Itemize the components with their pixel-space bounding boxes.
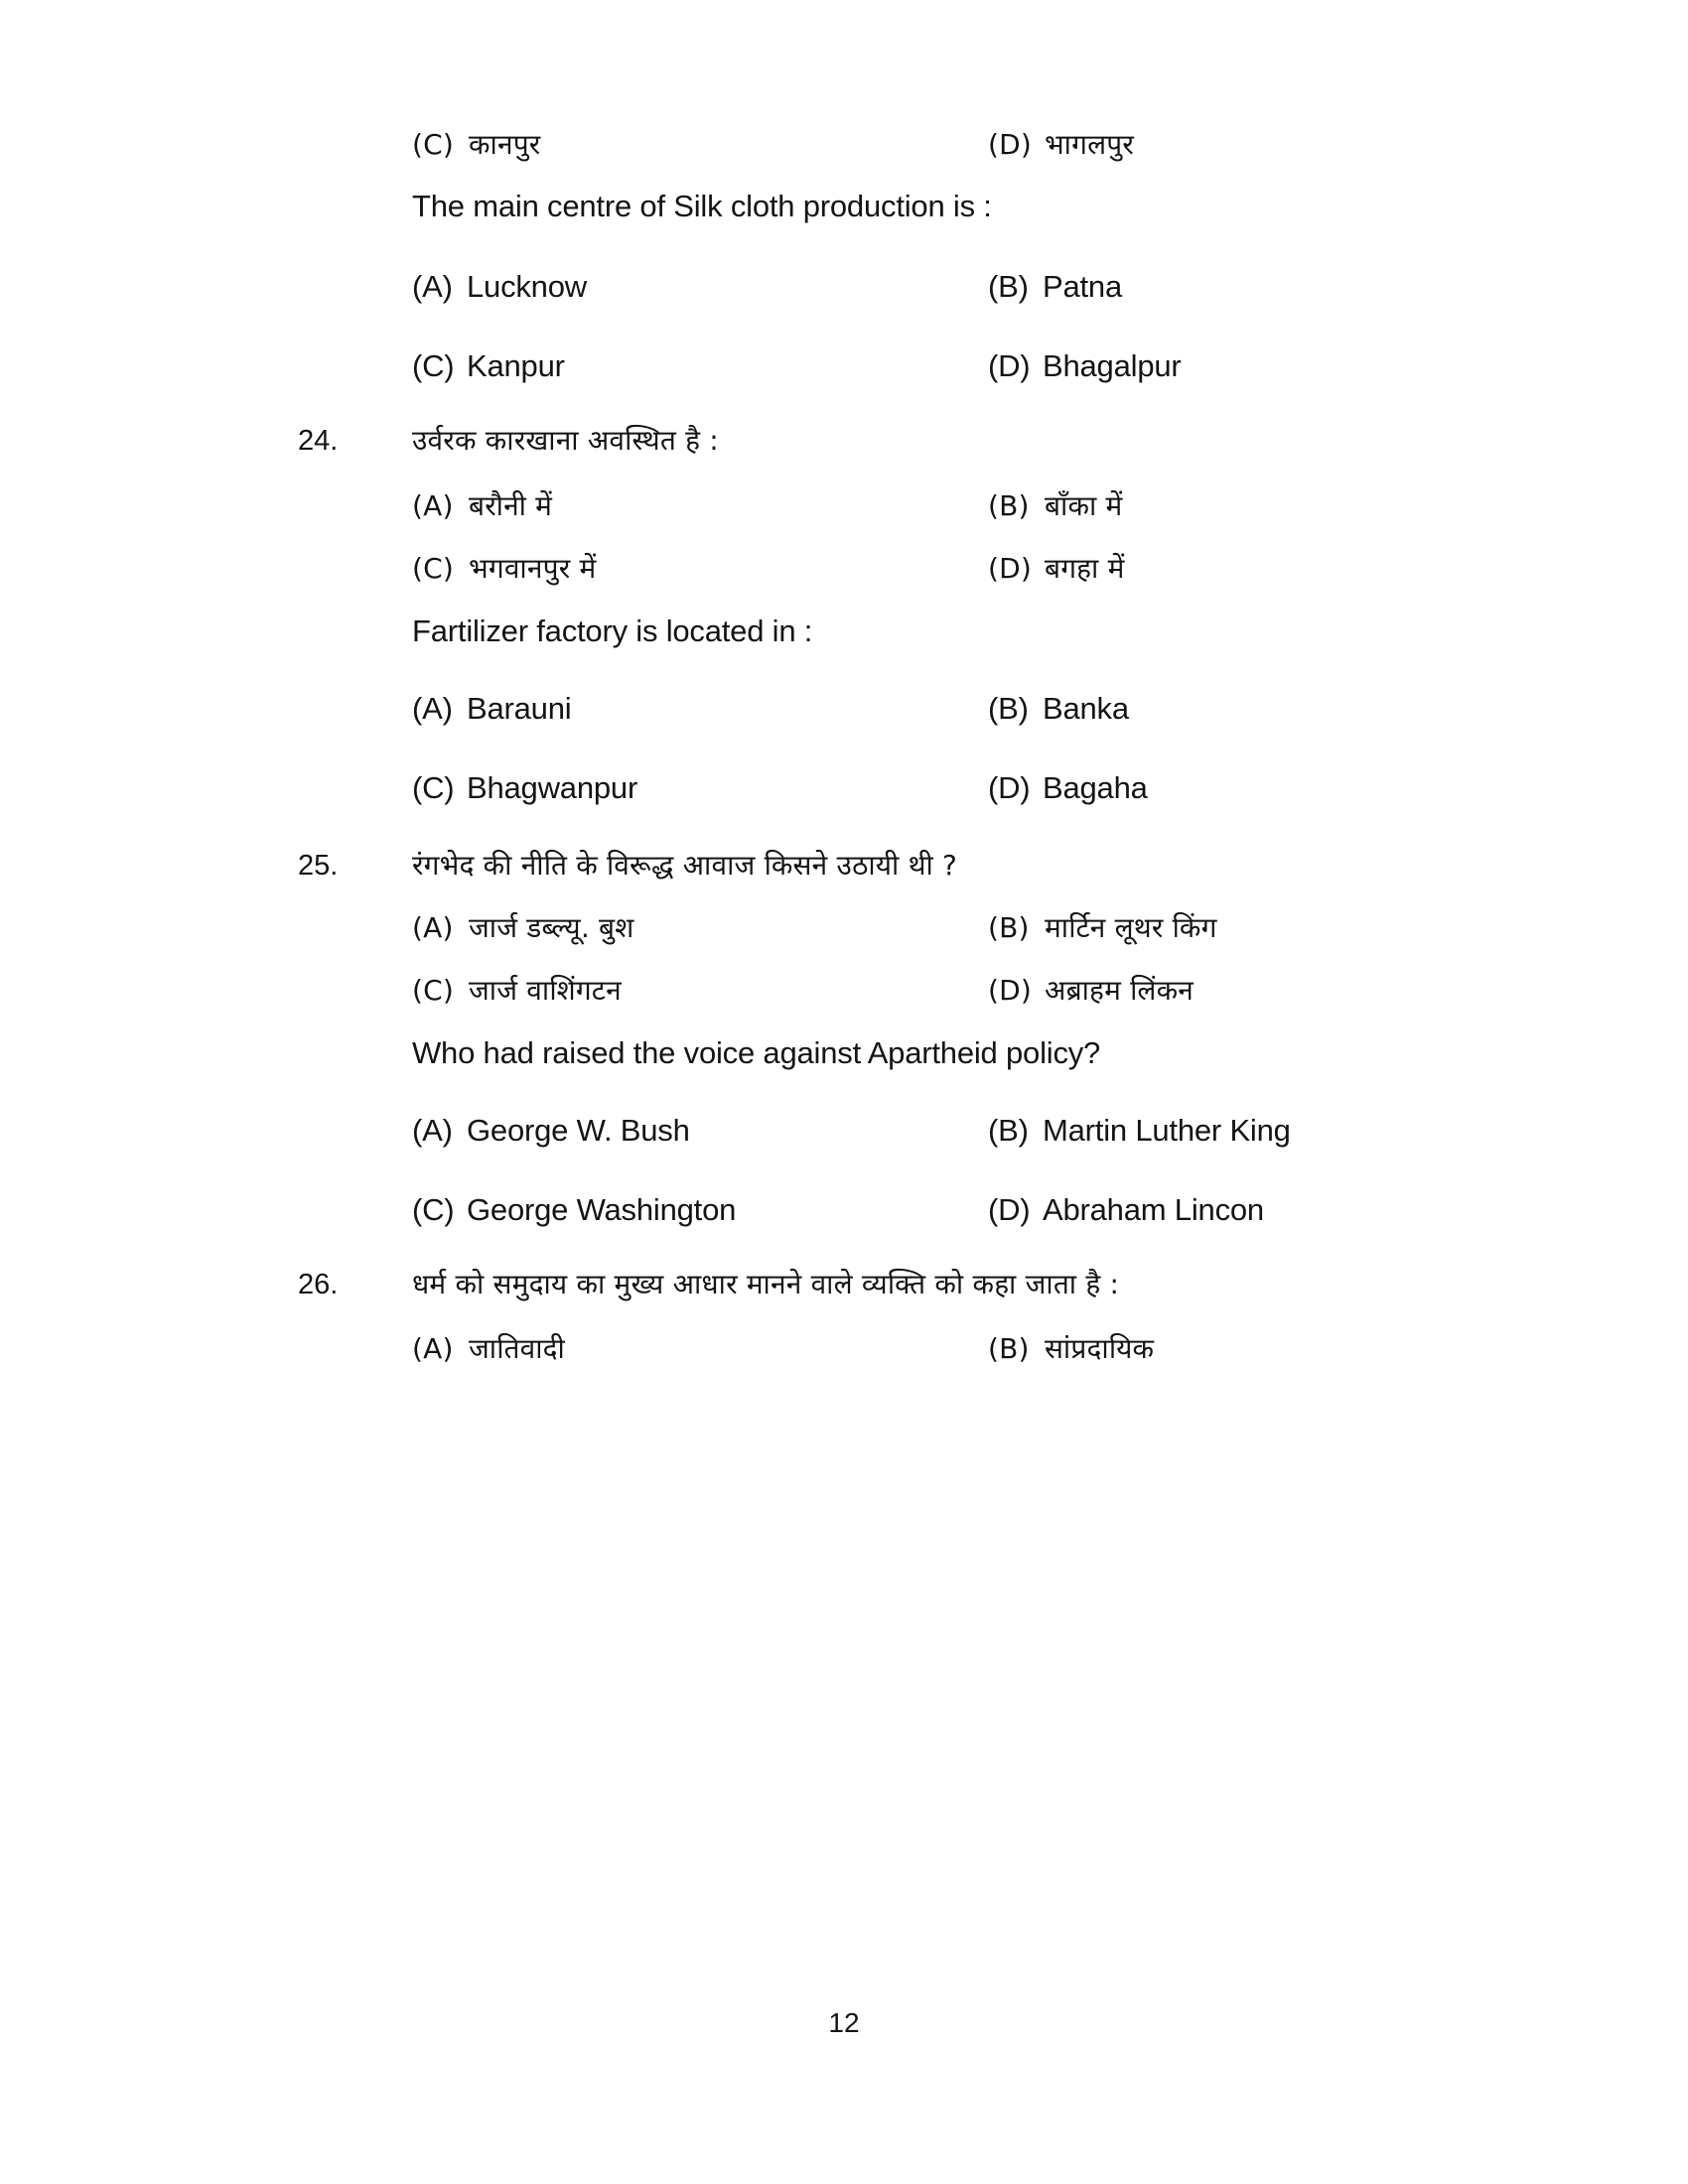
question-stem-text: The main centre of Silk cloth production is : (412, 189, 992, 223)
option-label-c: (C) (412, 128, 454, 161)
option-text-a: जार्ज डब्ल्यू. बुश (469, 911, 634, 944)
option-label-a: (A) (412, 489, 454, 522)
question-stem-text: धर्म को समुदाय का मुख्य आधार मानने वाले व्यक्ति को कहा जाता है : (412, 1268, 1120, 1300)
option-text-c: George Washington (467, 1192, 737, 1227)
option-text-b: मार्टिन लूथर किंग (1045, 911, 1217, 944)
option-label-b: (B) (988, 911, 1030, 944)
option-label-c: (C) (412, 974, 454, 1007)
option-label-a: (A) (412, 911, 454, 944)
option-label-c: (C) (412, 552, 454, 585)
option-text-d: अब्राहम लिंकन (1045, 974, 1195, 1007)
option-label-c: (C) (412, 348, 455, 383)
option-text-d: Abraham Lincon (1043, 1192, 1264, 1227)
option-text-d: भागलपुर (1045, 128, 1135, 161)
option-label-d: (D) (988, 552, 1033, 585)
page-number (0, 2007, 1688, 2039)
option-label-c: (C) (412, 770, 455, 805)
option-text-b: Martin Luther King (1043, 1113, 1291, 1148)
option-label-d: (D) (988, 128, 1033, 161)
question-number: 25. (298, 850, 339, 882)
option-label-b: (B) (988, 1113, 1029, 1148)
option-text-c: Bhagwanpur (467, 770, 638, 805)
option-text-b: Banka (1043, 691, 1129, 726)
question-stem-text: Fartilizer factory is located in : (412, 614, 813, 648)
question-number: 26. (298, 1269, 339, 1300)
option-text-b: सांप्रदायिक (1045, 1332, 1155, 1365)
page-number-text: 12 (828, 2007, 860, 2038)
option-text-d: बगहा में (1045, 552, 1125, 585)
question-stem-text: उर्वरक कारखाना अवस्थित है : (412, 424, 719, 457)
question-stem-text: रंगभेद की नीति के विरूद्ध आवाज किसने उठायी थी ? (412, 849, 958, 882)
option-text-a: बरौनी में (469, 489, 553, 522)
option-label-a: (A) (412, 269, 453, 304)
option-label-c: (C) (412, 1192, 455, 1227)
option-label-d: (D) (988, 348, 1031, 383)
option-label-d: (D) (988, 1192, 1031, 1227)
option-text-a: George W. Bush (467, 1113, 690, 1148)
option-text-c: जार्ज वाशिंगटन (469, 974, 622, 1007)
option-text-c: कानपुर (469, 128, 541, 161)
question-number: 24. (298, 425, 339, 457)
option-label-a: (A) (412, 1332, 454, 1365)
question-stem-text: Who had raised the voice against Apartheid policy? (412, 1035, 1101, 1070)
option-label-a: (A) (412, 1113, 453, 1148)
option-text-d: Bagaha (1043, 770, 1148, 805)
option-text-a: Lucknow (467, 269, 587, 304)
option-label-b: (B) (988, 691, 1029, 726)
option-text-a: Barauni (467, 691, 572, 726)
option-text-d: Bhagalpur (1043, 348, 1182, 383)
option-text-c: भगवानपुर में (469, 552, 597, 585)
option-text-b: Patna (1043, 269, 1123, 304)
option-label-d: (D) (988, 974, 1033, 1007)
option-label-b: (B) (988, 489, 1030, 522)
option-text-a: जातिवादी (469, 1332, 565, 1365)
option-text-c: Kanpur (467, 348, 565, 383)
option-label-b: (B) (988, 269, 1029, 304)
option-label-a: (A) (412, 691, 453, 726)
option-text-b: बाँका में (1045, 489, 1123, 522)
option-label-d: (D) (988, 770, 1031, 805)
option-label-b: (B) (988, 1332, 1030, 1365)
